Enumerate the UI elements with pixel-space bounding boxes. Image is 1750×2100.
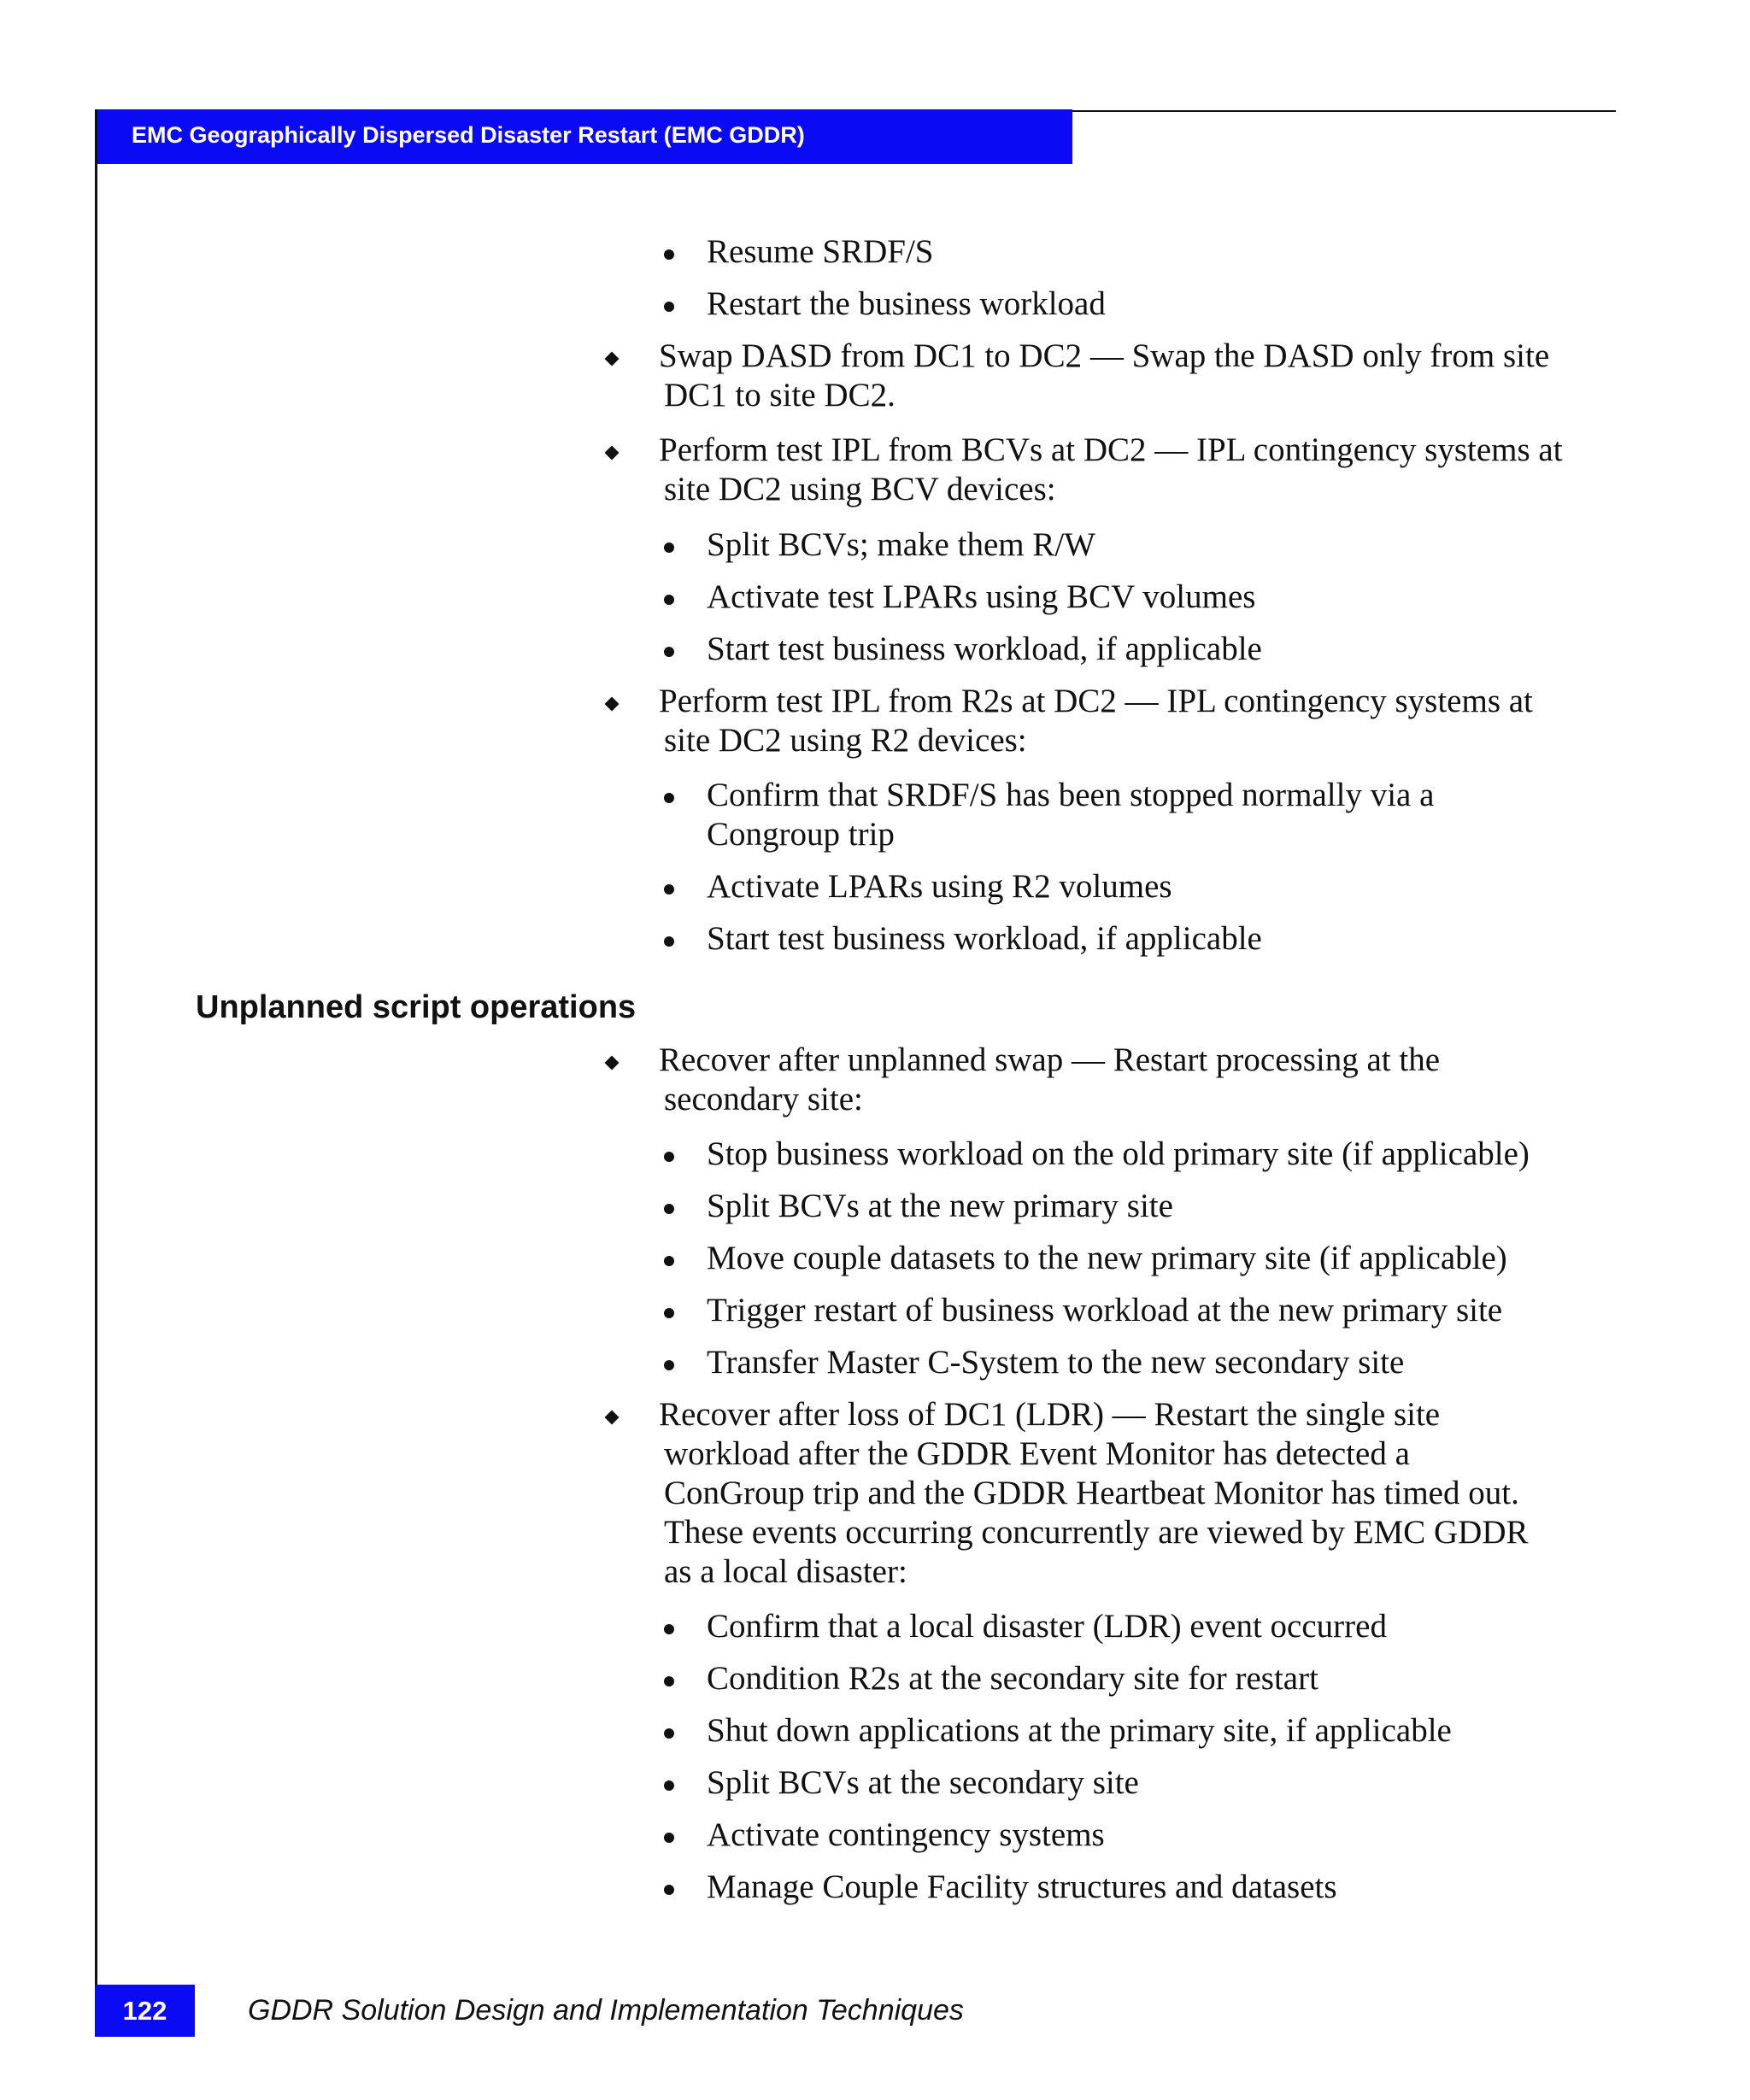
page-number: 122 (122, 1996, 167, 2026)
main-item-text: Perform test IPL from BCVs at DC2 — IPL contingency systems at (659, 431, 1563, 468)
sub-bullet-item: Stop business workload on the old primary site (if applicable) (707, 1135, 1530, 1172)
bullet-icon (664, 1780, 674, 1791)
diamond-bullet-icon (605, 1411, 620, 1425)
main-item-text: as a local disaster: (664, 1553, 907, 1590)
left-margin-rule (95, 109, 97, 2036)
sub-bullet-item: Start test business workload, if applicable (707, 631, 1262, 667)
main-item-text: These events occurring concurrently are viewed by EMC GDDR (664, 1514, 1529, 1551)
bullet-icon (664, 1204, 674, 1214)
sub-bullet-item: Transfer Master C-System to the new secondary site (707, 1344, 1405, 1381)
main-item-text: Swap DASD from DC1 to DC2 — Swap the DASD only from site (659, 337, 1550, 374)
bullet-icon (664, 1308, 674, 1318)
sub-bullet-item: Activate LPARs using R2 volumes (707, 868, 1172, 905)
main-item-text: DC1 to site DC2. (664, 377, 896, 414)
main-item-text: site DC2 using R2 devices: (664, 722, 1027, 759)
main-item-text: ConGroup trip and the GDDR Heartbeat Monitor has timed out. (664, 1475, 1519, 1511)
bullet-icon (664, 1624, 674, 1634)
main-item-text: Perform test IPL from R2s at DC2 — IPL contingency systems at (659, 683, 1533, 719)
header-bar (95, 109, 1072, 164)
sub-bullet-item: Condition R2s at the secondary site for restart (707, 1660, 1318, 1697)
diamond-bullet-icon (605, 1056, 620, 1071)
diamond-bullet-icon (605, 697, 620, 712)
bullet-icon (664, 1728, 674, 1739)
section-heading: Unplanned script operations (196, 989, 637, 1025)
bullet-icon (664, 249, 674, 260)
header-title: EMC Geographically Dispersed Disaster Restart (EMC GDDR) (132, 122, 805, 148)
main-item-text: Recover after unplanned swap — Restart processing at the (659, 1041, 1441, 1078)
bullet-icon (664, 595, 674, 605)
diamond-bullet-icon (605, 446, 620, 460)
bullet-icon (664, 1256, 674, 1266)
sub-bullet-item: Split BCVs; make them R/W (707, 526, 1095, 563)
sub-bullet-item: Split BCVs at the secondary site (707, 1764, 1139, 1801)
bullet-icon (664, 1152, 674, 1162)
main-item-text: Recover after loss of DC1 (LDR) — Restart the single site (659, 1396, 1441, 1433)
page-number-badge (95, 1985, 195, 2037)
sub-bullet-item: Split BCVs at the new primary site (707, 1188, 1173, 1224)
bullet-icon (664, 302, 674, 312)
sub-bullet-item: Move couple datasets to the new primary site (if applicable) (707, 1240, 1507, 1276)
sub-bullet-item: Restart the business workload (707, 285, 1106, 322)
sub-bullet-item: Confirm that a local disaster (LDR) event occurred (707, 1608, 1387, 1645)
bullet-icon (664, 543, 674, 553)
bullet-icon (664, 1676, 674, 1686)
sub-bullet-item: Confirm that SRDF/S has been stopped normally via a (707, 777, 1435, 813)
diamond-bullet-icon (605, 352, 620, 367)
bullet-icon (664, 793, 674, 803)
bullet-icon (664, 647, 674, 657)
sub-bullet-item: Trigger restart of business workload at the new primary site (707, 1292, 1503, 1329)
bullet-icon (664, 1360, 674, 1370)
sub-bullet-item: Shut down applications at the primary site, if applicable (707, 1712, 1452, 1749)
sub-bullet-item: Manage Couple Facility structures and datasets (707, 1868, 1337, 1905)
bullet-icon (664, 1833, 674, 1843)
sub-bullet-item: Start test business workload, if applicable (707, 920, 1262, 957)
footer-book-title: GDDR Solution Design and Implementation Techniques (248, 1994, 964, 2027)
sub-bullet-item: Activate test LPARs using BCV volumes (707, 578, 1256, 615)
main-item-text: workload after the GDDR Event Monitor has detected a (664, 1435, 1410, 1472)
main-item-text: secondary site: (664, 1081, 863, 1117)
sub-bullet-item: Congroup trip (707, 816, 895, 853)
header-rule (1072, 110, 1616, 112)
bullet-icon (664, 1885, 674, 1895)
bullet-icon (664, 884, 674, 895)
sub-bullet-item: Activate contingency systems (707, 1816, 1105, 1853)
main-item-text: site DC2 using BCV devices: (664, 471, 1056, 507)
bullet-icon (664, 936, 674, 947)
sub-bullet-item: Resume SRDF/S (707, 233, 934, 270)
